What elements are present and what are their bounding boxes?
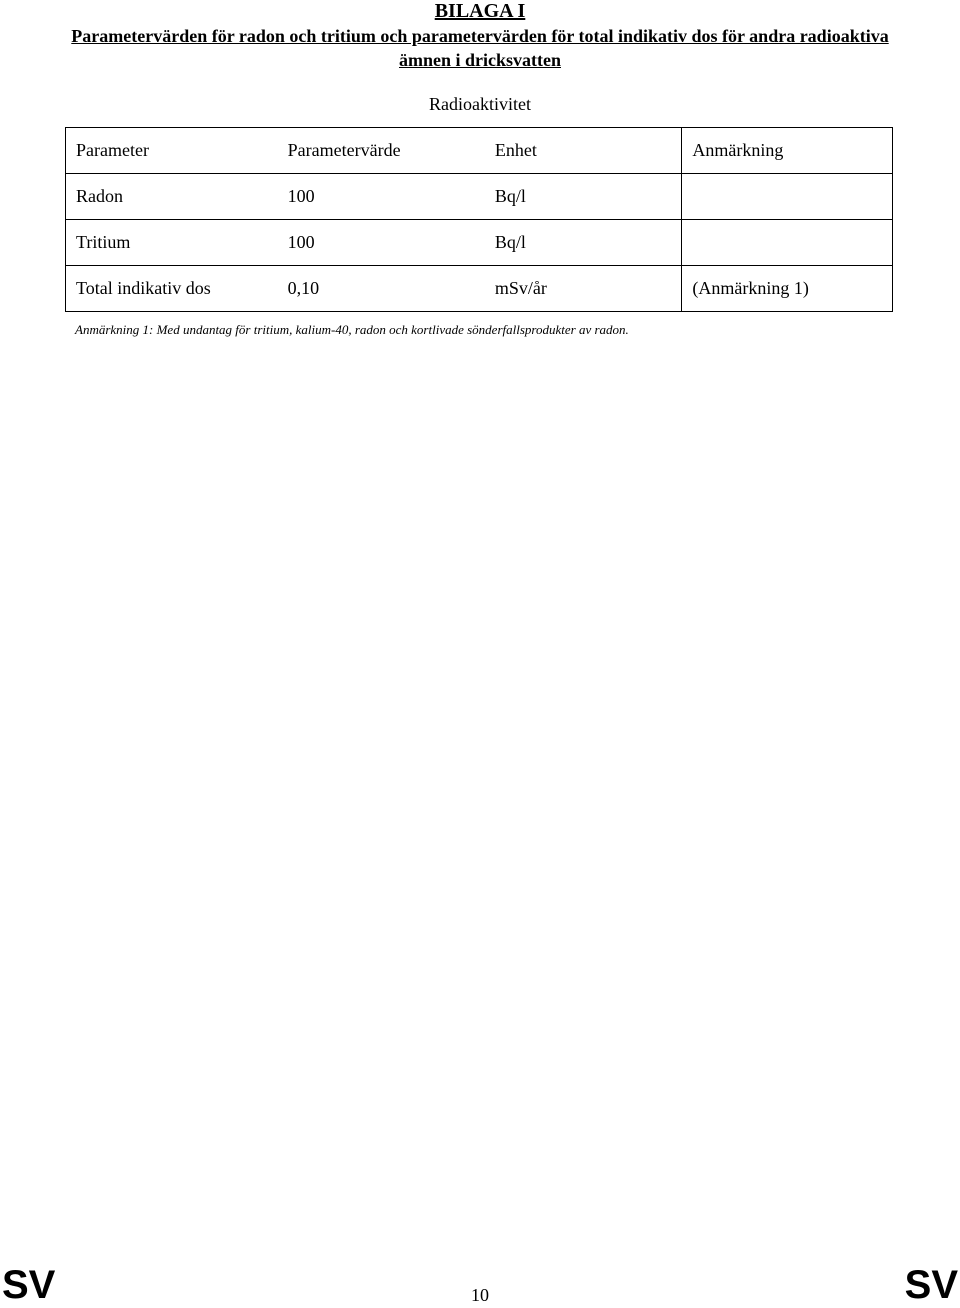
parameter-table bbox=[65, 127, 893, 312]
table-cell-remark bbox=[682, 220, 893, 266]
column-header-unit: Enhet bbox=[485, 128, 682, 174]
table-cell-unit: Bq/l bbox=[485, 174, 682, 220]
page-number: 10 bbox=[471, 1285, 489, 1305]
table-cell-parameter: Tritium bbox=[66, 220, 278, 266]
footnote: Anmärkning 1: Med undantag för tritium, kalium-40, radon och kortlivade sönderfallsprodukter av radon. bbox=[75, 322, 629, 337]
table-cell-remark: (Anmärkning 1) bbox=[682, 266, 893, 312]
table-row bbox=[66, 266, 893, 312]
language-code-right: SV bbox=[904, 1263, 958, 1307]
table-cell-remark bbox=[682, 174, 893, 220]
table-row bbox=[66, 174, 893, 220]
table-cell-parameter: Radon bbox=[66, 174, 278, 220]
language-code-left: SV bbox=[2, 1263, 56, 1307]
table-cell-unit: Bq/l bbox=[485, 220, 682, 266]
table-cell-parameter: Total indikativ dos bbox=[66, 266, 278, 312]
table-header-row bbox=[66, 128, 893, 174]
annex-label: BILAGA I bbox=[434, 0, 526, 22]
table-cell-value: 100 bbox=[278, 174, 485, 220]
table-cell-unit: mSv/år bbox=[485, 266, 682, 312]
table-row bbox=[66, 220, 893, 266]
column-header-remark: Anmärkning bbox=[682, 128, 893, 174]
document-title: Parametervärden för radon och tritium och parametervärden för total indikativ dos för andra radioaktiva ämnen i dricksvatten bbox=[71, 26, 889, 70]
table-caption: Radioaktivitet bbox=[429, 94, 531, 114]
column-header-parameter: Parameter bbox=[66, 128, 278, 174]
column-header-value: Parametervärde bbox=[278, 128, 485, 174]
table-cell-value: 0,10 bbox=[278, 266, 485, 312]
table-cell-value: 100 bbox=[278, 220, 485, 266]
